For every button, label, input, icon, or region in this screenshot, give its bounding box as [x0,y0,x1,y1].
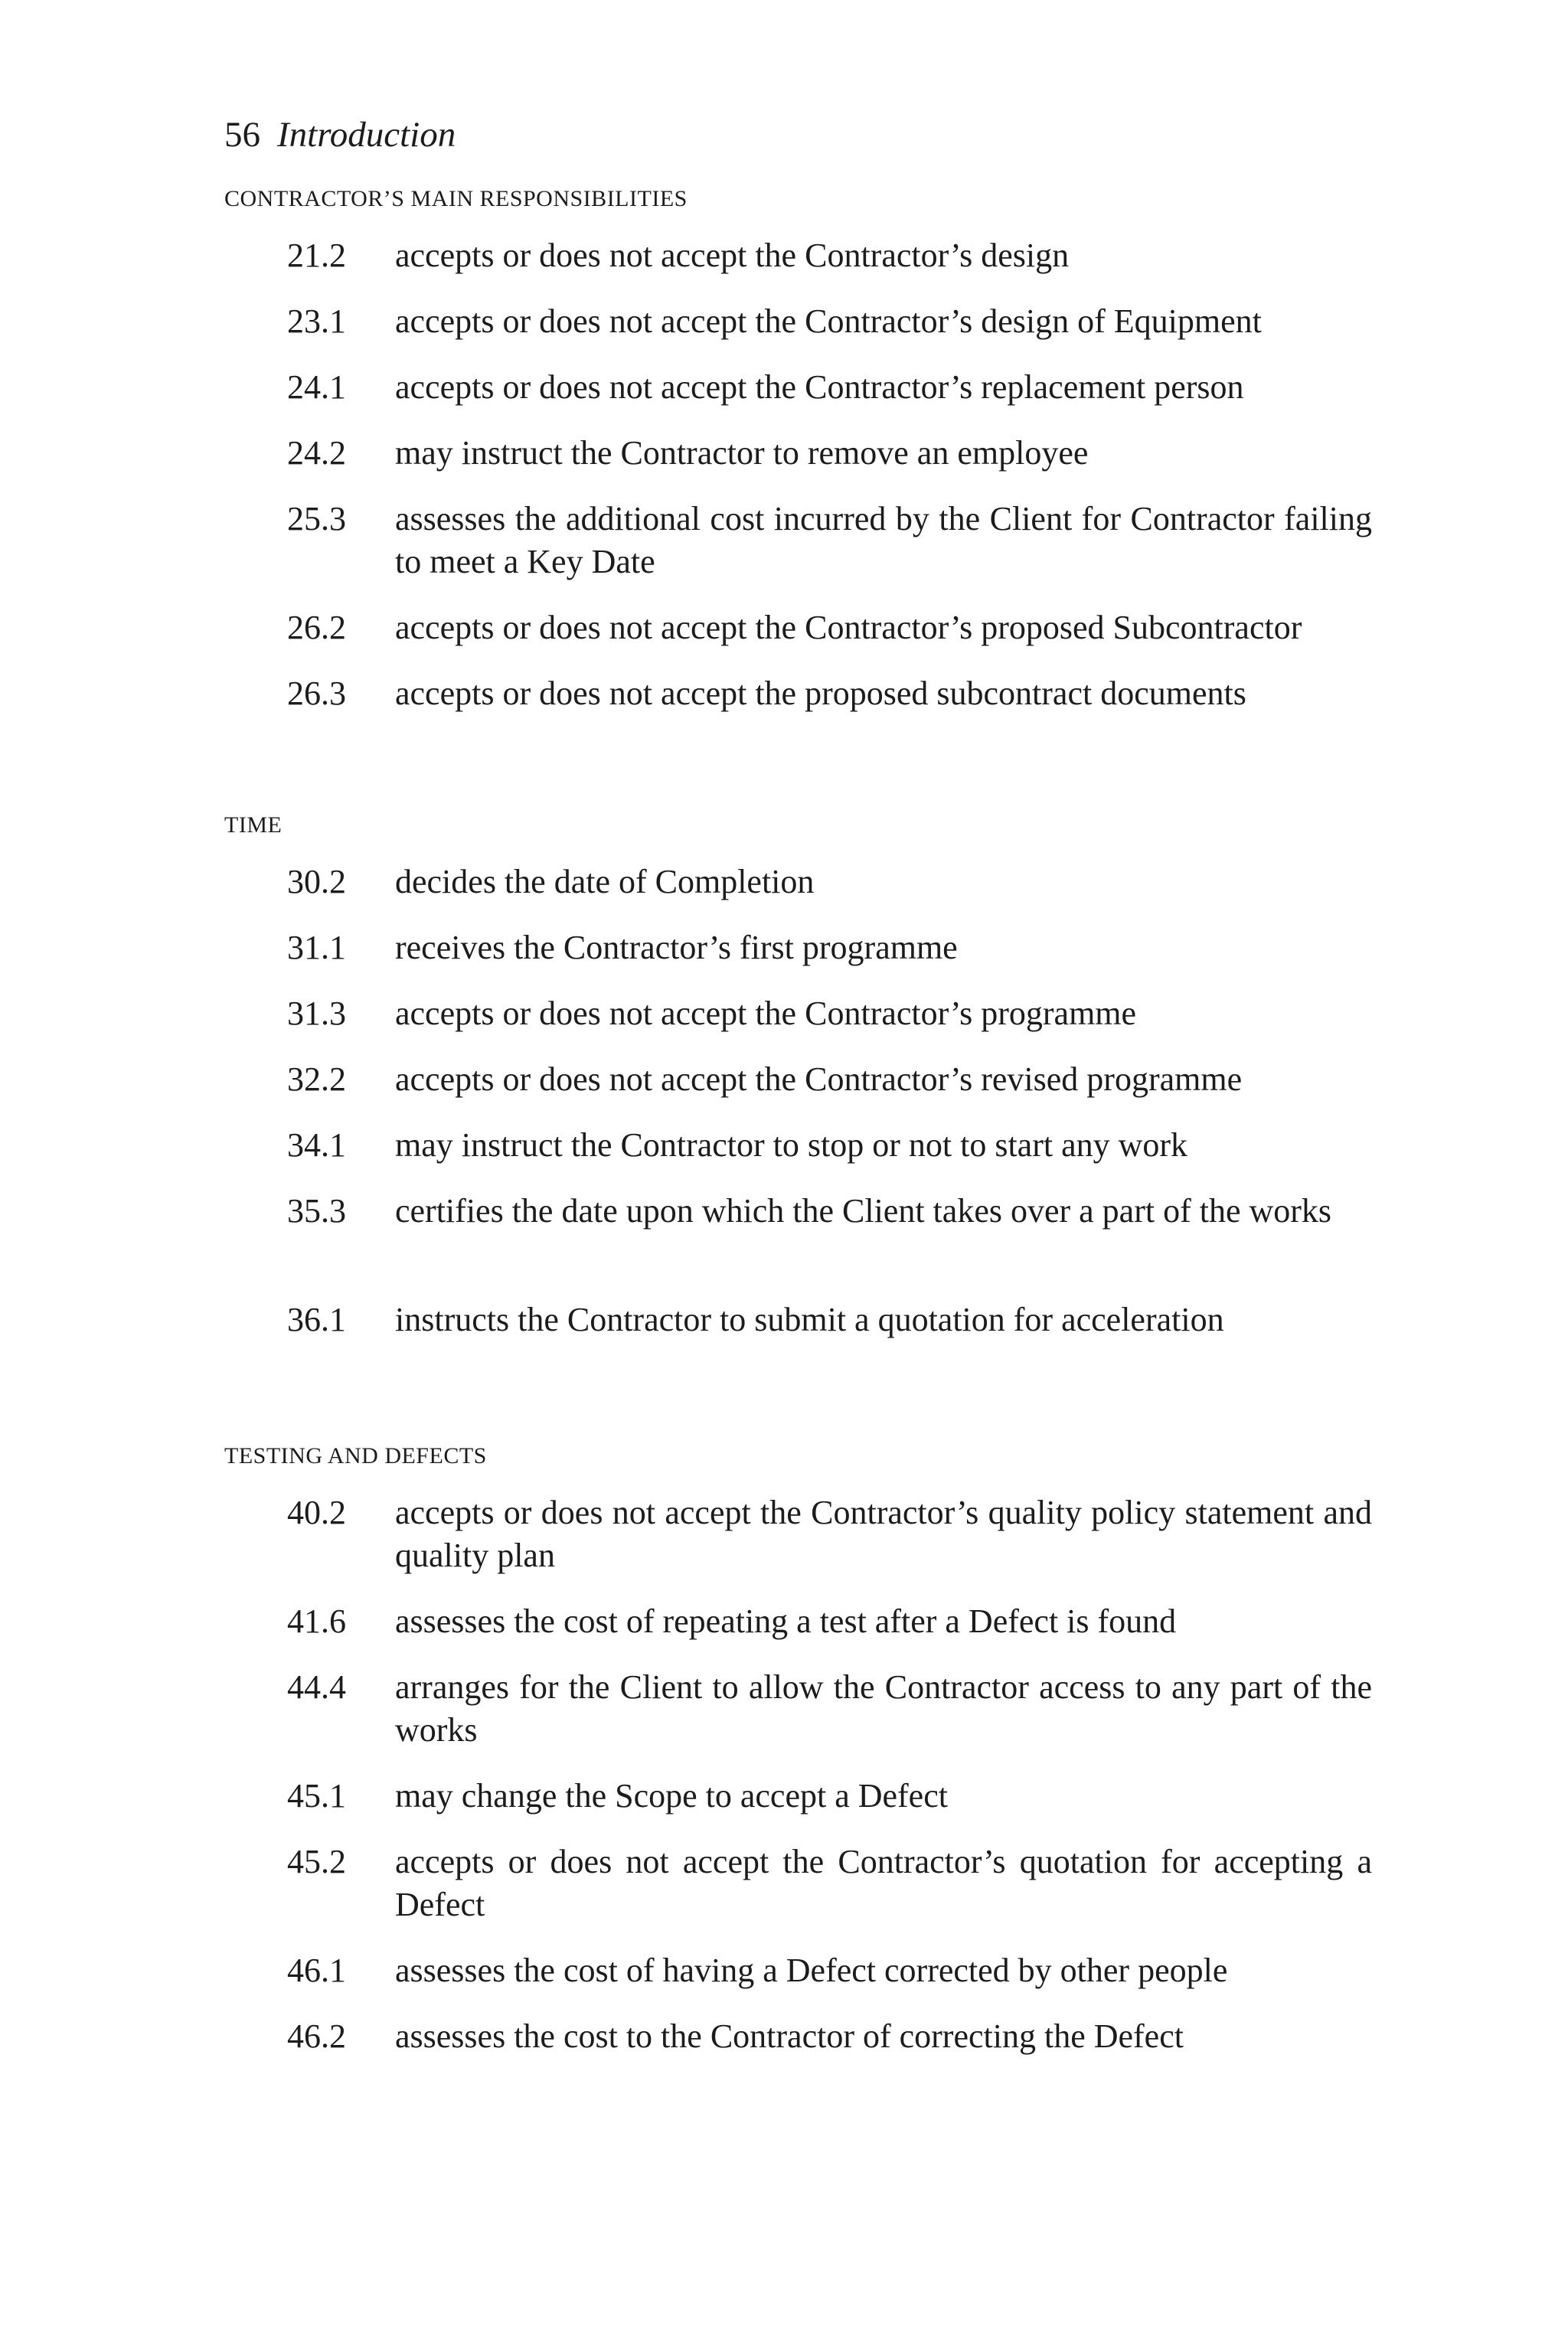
clause-text: accepts or does not accept the Contractor’s quotation for accepting a Defect [395,1843,1372,1923]
clause-number: 31.3 [287,995,346,1032]
clause-number: 21.2 [287,237,346,274]
clause-text: instructs the Contractor to submit a quotation for acceleration [395,1301,1224,1338]
clause-entry [0,606,1568,672]
clause-number: 30.2 [287,863,346,900]
clause-text: assesses the cost of repeating a test after a Defect is found [395,1602,1177,1640]
clause-entry [0,432,1568,498]
clause-entry [0,1298,1568,1364]
clause-text: may change the Scope to accept a Defect [395,1777,948,1815]
clause-entry [0,861,1568,926]
clause-text: assesses the cost to the Contractor of correcting the Defect [395,2017,1184,2055]
clause-entry [0,926,1568,992]
clause-number: 36.1 [287,1301,346,1338]
clause-text: certifies the date upon which the Client takes over a part of the works [395,1192,1332,1230]
clause-text: decides the date of Completion [395,863,815,900]
clause-entry [0,1491,1568,1600]
clause-entry [0,1666,1568,1775]
clause-text: accepts or does not accept the Contractor’s design of Equipment [395,302,1262,340]
clause-entry [0,1841,1568,1949]
clause-entry [0,1949,1568,2015]
page-number: 56 [224,115,260,155]
clause-entry [0,1190,1568,1298]
clause-number: 31.1 [287,929,346,966]
clause-number: 26.3 [287,675,346,712]
clause-entry [0,672,1568,738]
clause-entry [0,1775,1568,1841]
clause-text: accepts or does not accept the proposed subcontract documents [395,675,1246,712]
clause-entry [0,300,1568,366]
clause-text: assesses the additional cost incurred by the Client for Contractor failing to meet a Key Date [395,500,1372,580]
clause-number: 24.1 [287,368,346,406]
running-title: Introduction [277,115,456,155]
clause-text: accepts or does not accept the Contractor’s programme [395,995,1137,1032]
clause-number: 26.2 [287,609,346,646]
clause-number: 46.1 [287,1952,346,1989]
clause-list [0,861,1568,1364]
clause-entry [0,498,1568,606]
clause-text: arranges for the Client to allow the Contractor access to any part of the works [395,1668,1372,1749]
clause-entry [0,1124,1568,1190]
clause-number: 45.2 [287,1843,346,1880]
clause-number: 40.2 [287,1494,346,1531]
clause-list [0,1491,1568,2081]
clause-text: accepts or does not accept the Contractor’s revised programme [395,1060,1243,1098]
clause-number: 44.4 [287,1668,346,1706]
clause-number: 32.2 [287,1060,346,1098]
clause-list [0,234,1568,738]
clause-text: accepts or does not accept the Contractor’s quality policy statement and quality plan [395,1494,1372,1574]
clause-entry [0,234,1568,300]
section-heading: TIME [224,812,283,838]
clause-text: assesses the cost of having a Defect corrected by other people [395,1952,1228,1989]
clause-number: 24.2 [287,434,346,472]
clause-text: accepts or does not accept the Contractor’s design [395,237,1070,274]
clause-entry [0,366,1568,432]
clause-entry [0,992,1568,1058]
clause-number: 35.3 [287,1192,346,1230]
clause-entry [0,1058,1568,1124]
clause-text: accepts or does not accept the Contractor’s replacement person [395,368,1244,406]
section-heading: TESTING AND DEFECTS [224,1443,487,1468]
clause-number: 34.1 [287,1126,346,1164]
clause-number: 41.6 [287,1602,346,1640]
clause-number: 45.1 [287,1777,346,1815]
clause-text: receives the Contractor’s first programme [395,929,958,966]
clause-text: may instruct the Contractor to remove an employee [395,434,1089,472]
running-head [224,112,456,158]
clause-text: accepts or does not accept the Contractor’s proposed Subcontractor [395,609,1302,646]
clause-number: 46.2 [287,2017,346,2055]
clause-entry [0,1600,1568,1666]
clause-number: 25.3 [287,500,346,537]
clause-entry [0,2015,1568,2081]
clause-number: 23.1 [287,302,346,340]
section-heading: CONTRACTOR’S MAIN RESPONSIBILITIES [224,186,688,211]
clause-text: may instruct the Contractor to stop or not to start any work [395,1126,1188,1164]
